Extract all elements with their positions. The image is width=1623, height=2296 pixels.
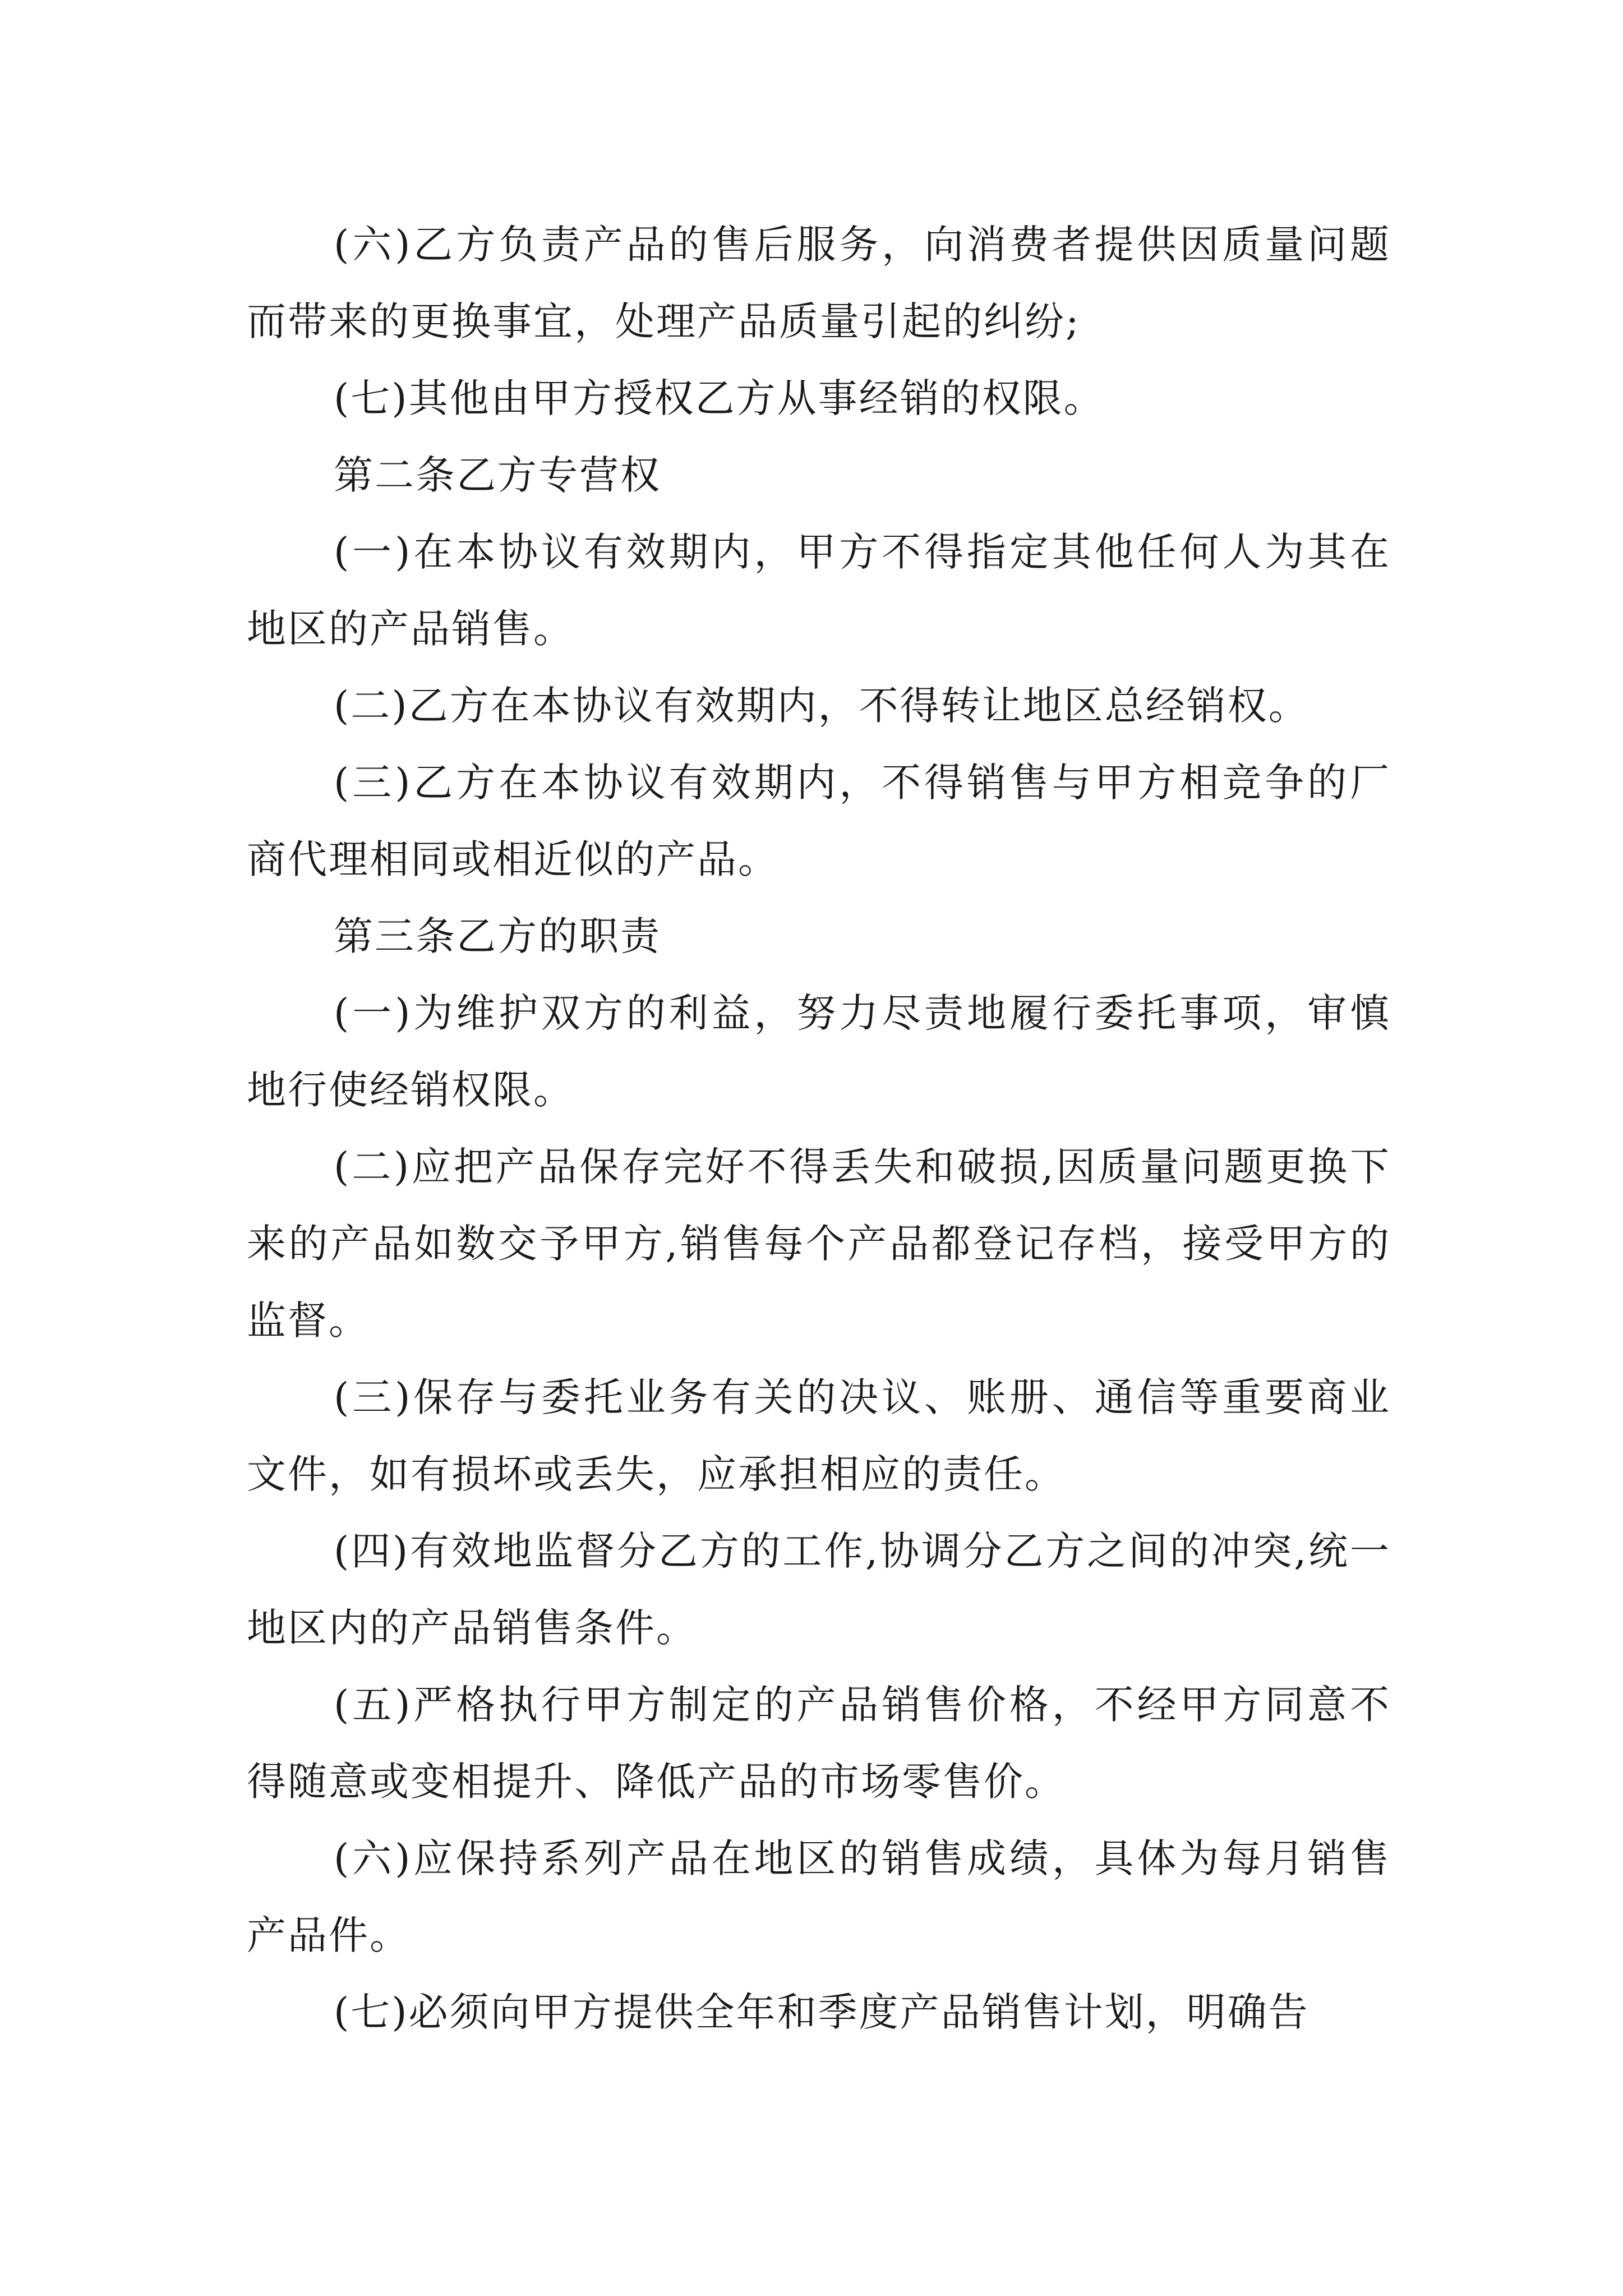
paragraph-2: (七)其他由甲方授权乙方从事经销的权限。 bbox=[334, 375, 1105, 421]
paragraph-4: (一)在本协议有效期内，甲方不得指定其他任何人为其在地区的产品销售。 bbox=[247, 529, 1391, 652]
section-heading-article-2: 第二条乙方专营权 bbox=[334, 452, 661, 498]
paragraph-10: (三)保存与委托业务有关的决议、账册、通信等重要商业文件，如有损坏或丢失，应承担相应的责任。 bbox=[247, 1374, 1391, 1497]
paragraph-12: (五)严格执行甲方制定的产品销售价格，不经甲方同意不得随意或变相提升、降低产品的市场零售价。 bbox=[247, 1682, 1391, 1805]
paragraph-6: (三)乙方在本协议有效期内，不得销售与甲方相竞争的厂商代理相同或相近似的产品。 bbox=[247, 760, 1391, 882]
section-heading-article-3: 第三条乙方的职责 bbox=[334, 913, 661, 959]
paragraph-8: (一)为维护双方的利益，努力尽责地履行委托事项，审慎地行使经销权限。 bbox=[247, 990, 1391, 1113]
paragraph-11: (四)有效地监督分乙方的工作,协调分乙方之间的冲突,统一地区内的产品销售条件。 bbox=[247, 1528, 1391, 1651]
document-body bbox=[247, 206, 1391, 2051]
paragraph-13: (六)应保持系列产品在地区的销售成绩，具体为每月销售产品件。 bbox=[247, 1835, 1391, 1958]
paragraph-1: (六)乙方负责产品的售后服务，向消费者提供因质量问题而带来的更换事宜，处理产品质量引起的纠纷; bbox=[247, 222, 1391, 344]
paragraph-14: (七)必须向甲方提供全年和季度产品销售计划，明确告 bbox=[334, 1989, 1310, 2035]
paragraph-5: (二)乙方在本协议有效期内，不得转让地区总经销权。 bbox=[334, 683, 1310, 729]
paragraph-9: (二)应把产品保存完好不得丢失和破损,因质量问题更换下来的产品如数交予甲方,销售每个产品都登记存档，接受甲方的监督。 bbox=[247, 1144, 1391, 1343]
